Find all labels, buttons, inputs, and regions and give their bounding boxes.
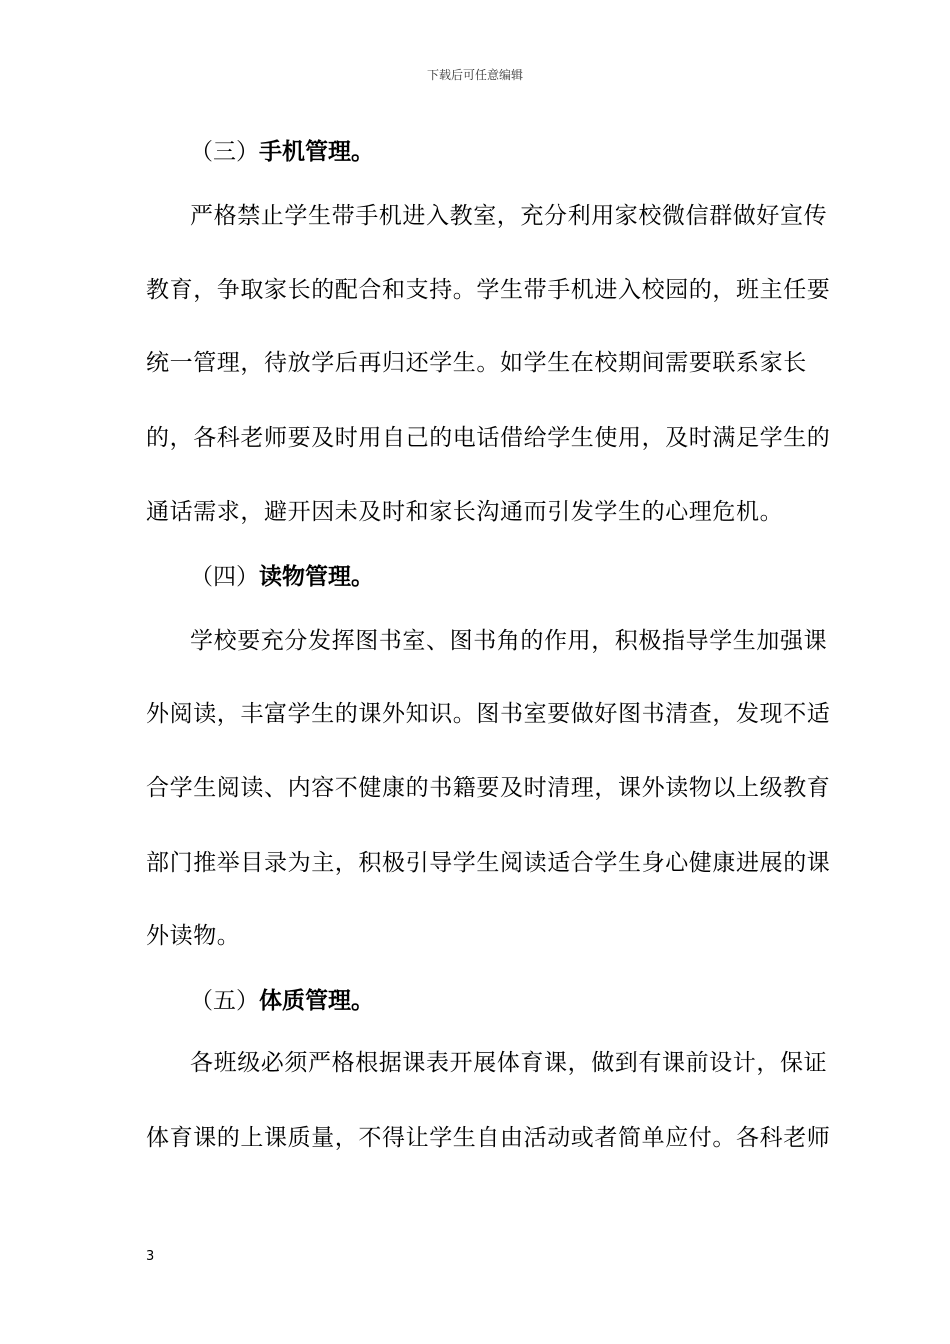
section-heading-4 <box>190 562 374 592</box>
paragraph-line: 的，各科老师要及时用自己的电话借给学生使用，及时满足学生的 <box>146 425 831 451</box>
paragraph-line: 统一管理，待放学后再归还学生。如学生在校期间需要联系家长 <box>146 350 807 376</box>
paragraph-line: 外读物。 <box>146 923 241 949</box>
section-title: 手机管理。 <box>259 139 374 165</box>
section-number: （五） <box>190 988 259 1014</box>
paragraph-line: 外阅读，丰富学生的课外知识。图书室要做好图书清查，发现不适 <box>146 701 831 727</box>
section-number: （三） <box>190 139 259 165</box>
page-number: 3 <box>146 1249 155 1264</box>
header-note: 下载后可任意编辑 <box>426 68 523 82</box>
section-title: 读物管理。 <box>259 564 374 590</box>
section-heading-5 <box>190 986 374 1016</box>
paragraph-line: 合学生阅读、内容不健康的书籍要及时清理，课外读物以上级教育 <box>146 775 831 801</box>
paragraph-line: 各班级必须严格根据课表开展体育课，做到有课前设计，保证 <box>190 1050 828 1076</box>
section-title: 体质管理。 <box>259 988 374 1014</box>
paragraph-line: 体育课的上课质量，不得让学生自由活动或者简单应付。各科老师 <box>146 1125 831 1151</box>
paragraph-line: 学校要充分发挥图书室、图书角的作用，积极指导学生加强课 <box>190 628 828 654</box>
section-heading-3 <box>190 137 374 167</box>
paragraph-line: 教育，争取家长的配合和支持。学生带手机进入校园的，班主任要 <box>146 277 831 303</box>
paragraph-line: 严格禁止学生带手机进入教室，充分利用家校微信群做好宣传 <box>190 203 828 229</box>
paragraph-line: 通话需求，避开因未及时和家长沟通而引发学生的心理危机。 <box>146 499 784 525</box>
paragraph-line: 部门推举目录为主，积极引导学生阅读适合学生身心健康进展的课 <box>146 850 831 876</box>
section-number: （四） <box>190 564 259 590</box>
